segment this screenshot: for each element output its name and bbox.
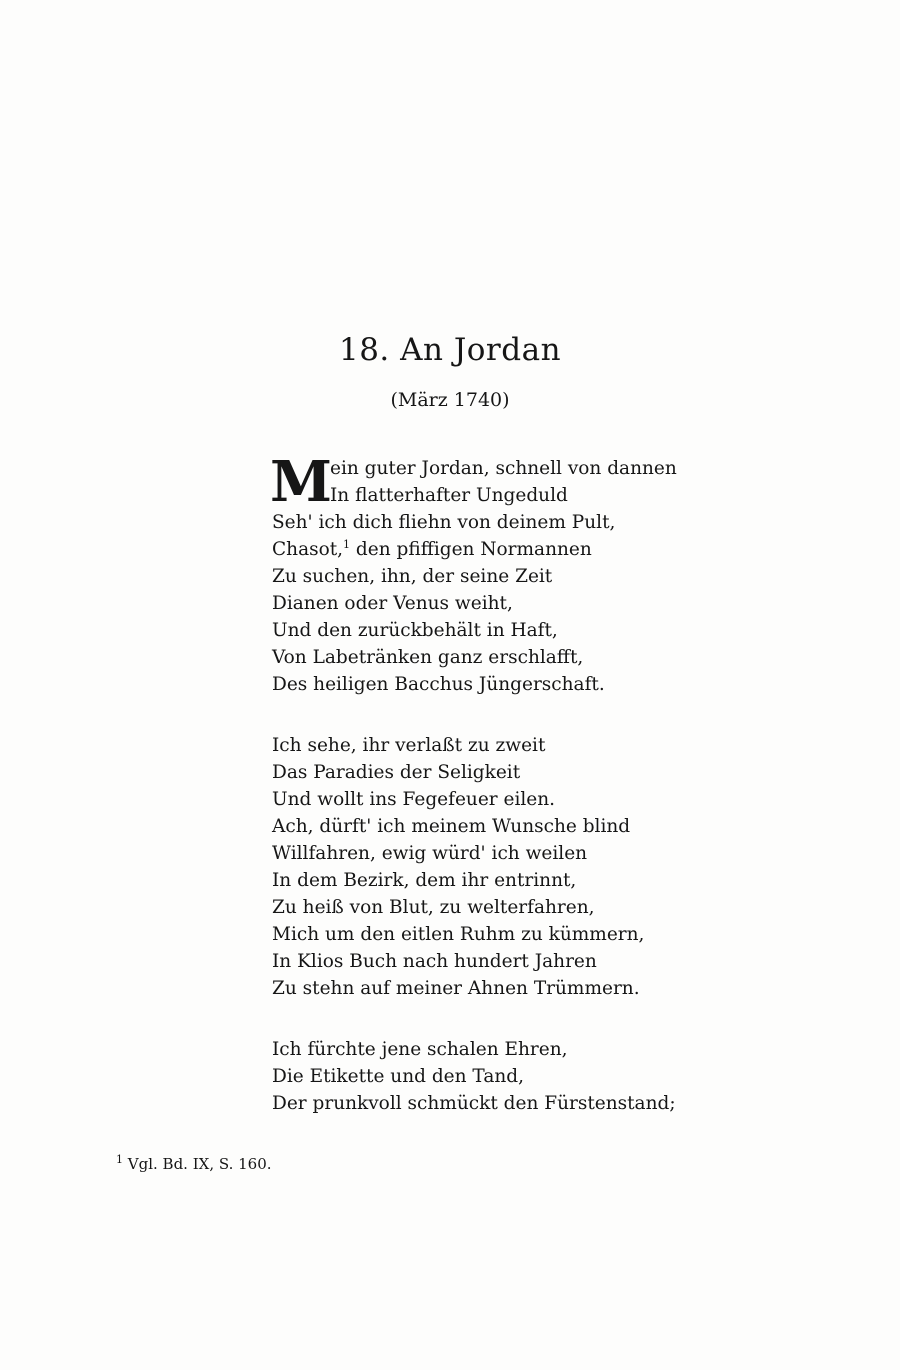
footnote-marker: 1 bbox=[116, 1153, 123, 1166]
poem-line: In dem Bezirk, dem ihr entrinnt, bbox=[272, 870, 577, 891]
footnote-text: Vgl. Bd. IX, S. 160. bbox=[127, 1155, 272, 1173]
poem-line: Zu suchen, ihn, der seine Zeit bbox=[272, 566, 553, 587]
poem-line: Ich sehe, ihr verlaßt zu zweit bbox=[272, 735, 546, 756]
stanza-3 bbox=[272, 1036, 692, 1117]
poem-line: Zu heiß von Blut, zu welterfahren, bbox=[272, 897, 595, 918]
poem-line: Die Etikette und den Tand, bbox=[272, 1066, 524, 1087]
poem-line: Willfahren, ewig würd' ich weilen bbox=[272, 843, 588, 864]
poem-date: (März 1740) bbox=[390, 389, 510, 411]
poem-line: Ich fürchte jene schalen Ehren, bbox=[272, 1039, 568, 1060]
stanza-1 bbox=[270, 449, 692, 698]
poem-line-text: ein guter Jordan, schnell von dannen bbox=[330, 458, 677, 479]
poem-line-text: Chasot, bbox=[272, 539, 344, 560]
poem-line: Und den zurückbehält in Haft, bbox=[272, 620, 558, 641]
poem-line: Mich um den eitlen Ruhm zu kümmern, bbox=[272, 924, 645, 945]
poem-line bbox=[272, 536, 692, 563]
poem-line-text: den pfiffigen Normannen bbox=[350, 539, 592, 560]
poem-line: Von Labetränken ganz erschlafft, bbox=[272, 647, 584, 668]
poem-line: Des heiligen Bacchus Jüngerschaft. bbox=[272, 674, 605, 695]
footnote bbox=[116, 1153, 272, 1175]
footnote-reference: 1 bbox=[343, 537, 351, 551]
drop-cap: M bbox=[270, 449, 332, 515]
poem-line: Das Paradies der Seligkeit bbox=[272, 762, 521, 783]
poem-body bbox=[270, 449, 692, 1117]
poem-line: In Klios Buch nach hundert Jahren bbox=[272, 951, 597, 972]
poem-line: Ach, dürft' ich meinem Wunsche blind bbox=[272, 816, 631, 837]
poem-line: Dianen oder Venus weiht, bbox=[272, 593, 513, 614]
poem-line: In flatterhafter Ungeduld bbox=[330, 485, 568, 506]
page-title: 18. An Jordan bbox=[338, 332, 562, 368]
poem-line: Seh' ich dich fliehn von deinem Pult, bbox=[272, 512, 616, 533]
poem-line: Der prunkvoll schmückt den Fürstenstand; bbox=[272, 1093, 676, 1114]
poem-line: Zu stehn auf meiner Ahnen Trümmern. bbox=[272, 978, 640, 999]
stanza-2 bbox=[272, 732, 692, 1002]
poem-line: Und wollt ins Fegefeuer eilen. bbox=[272, 789, 556, 810]
